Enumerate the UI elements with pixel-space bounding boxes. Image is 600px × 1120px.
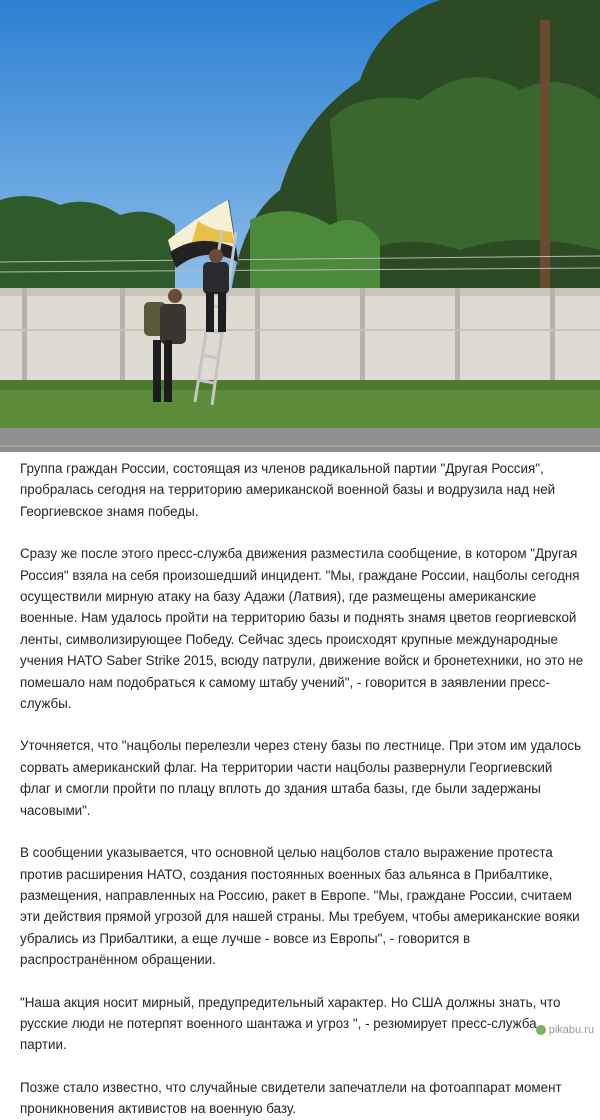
photo-illustration	[0, 0, 600, 452]
paragraph: Позже стало известно, что случайные свидетели запечатлели на фотоаппарат момент проникновения активистов на военную базу.	[20, 1077, 586, 1120]
paragraph: Сразу же после этого пресс-служба движения разместила сообщение, в котором "Другая Россия" взяла на себя произошедший инцидент. "Мы, граждане России, нацболы сегодня осуществили мирную атаку на базу Адажи (Латвия), где размещены американские военные. Нам удалось пройти на территорию базы и поднять знамя цветов георгиевской ленты, символизирующее Победу. Сейчас здесь происходят крупные международные учения НАТО Saber Strike 2015, всюду патрули, движение войск и бронетехники, но это не помешало нам подобраться к самому штабу учений", - говорится в заявлении пресс-службы.	[20, 543, 586, 714]
paragraph: Уточняется, что "нацболы перелезли через стену базы по лестнице. При этом им удалось сорвать американский флаг. На территории части нацболы развернули Георгиевский флаг и смогли пройти по плацу вплоть до здания штаба базы, где были задержаны часовыми".	[20, 735, 586, 821]
article-photo	[0, 0, 600, 452]
watermark-text: pikabu.ru	[549, 1024, 594, 1036]
concrete-wall	[0, 288, 600, 384]
road	[0, 428, 600, 452]
paragraph: "Наша акция носит мирный, предупредительный характер. Но США должны знать, что русские люди не потерпят военного шантажа и угроз ", - резюмирует пресс-служба партии.	[20, 992, 586, 1056]
paragraph: В сообщении указывается, что основной целью нацболов стало выражение протеста против расширения НАТО, создания постоянных военных баз альянса в Прибалтике, размещения, направленных на Россию, ракет в Европе. "Мы, граждане России, считаем эти действия прямой угрозой для нашей страны. Мы требуем, чтобы американские вояки убрались из Прибалтики, а еще лучше - вовсе из Европы", - говорится в распространённом обращении.	[20, 842, 586, 970]
pikabu-logo-icon	[536, 1025, 546, 1035]
article-body	[0, 452, 600, 1120]
paragraph: Группа граждан России, состоящая из членов радикальной партии "Другая Россия", пробралась сегодня на территорию американской военной базы и водрузила над ней Георгиевское знамя победы.	[20, 458, 586, 522]
watermark	[536, 1024, 594, 1036]
